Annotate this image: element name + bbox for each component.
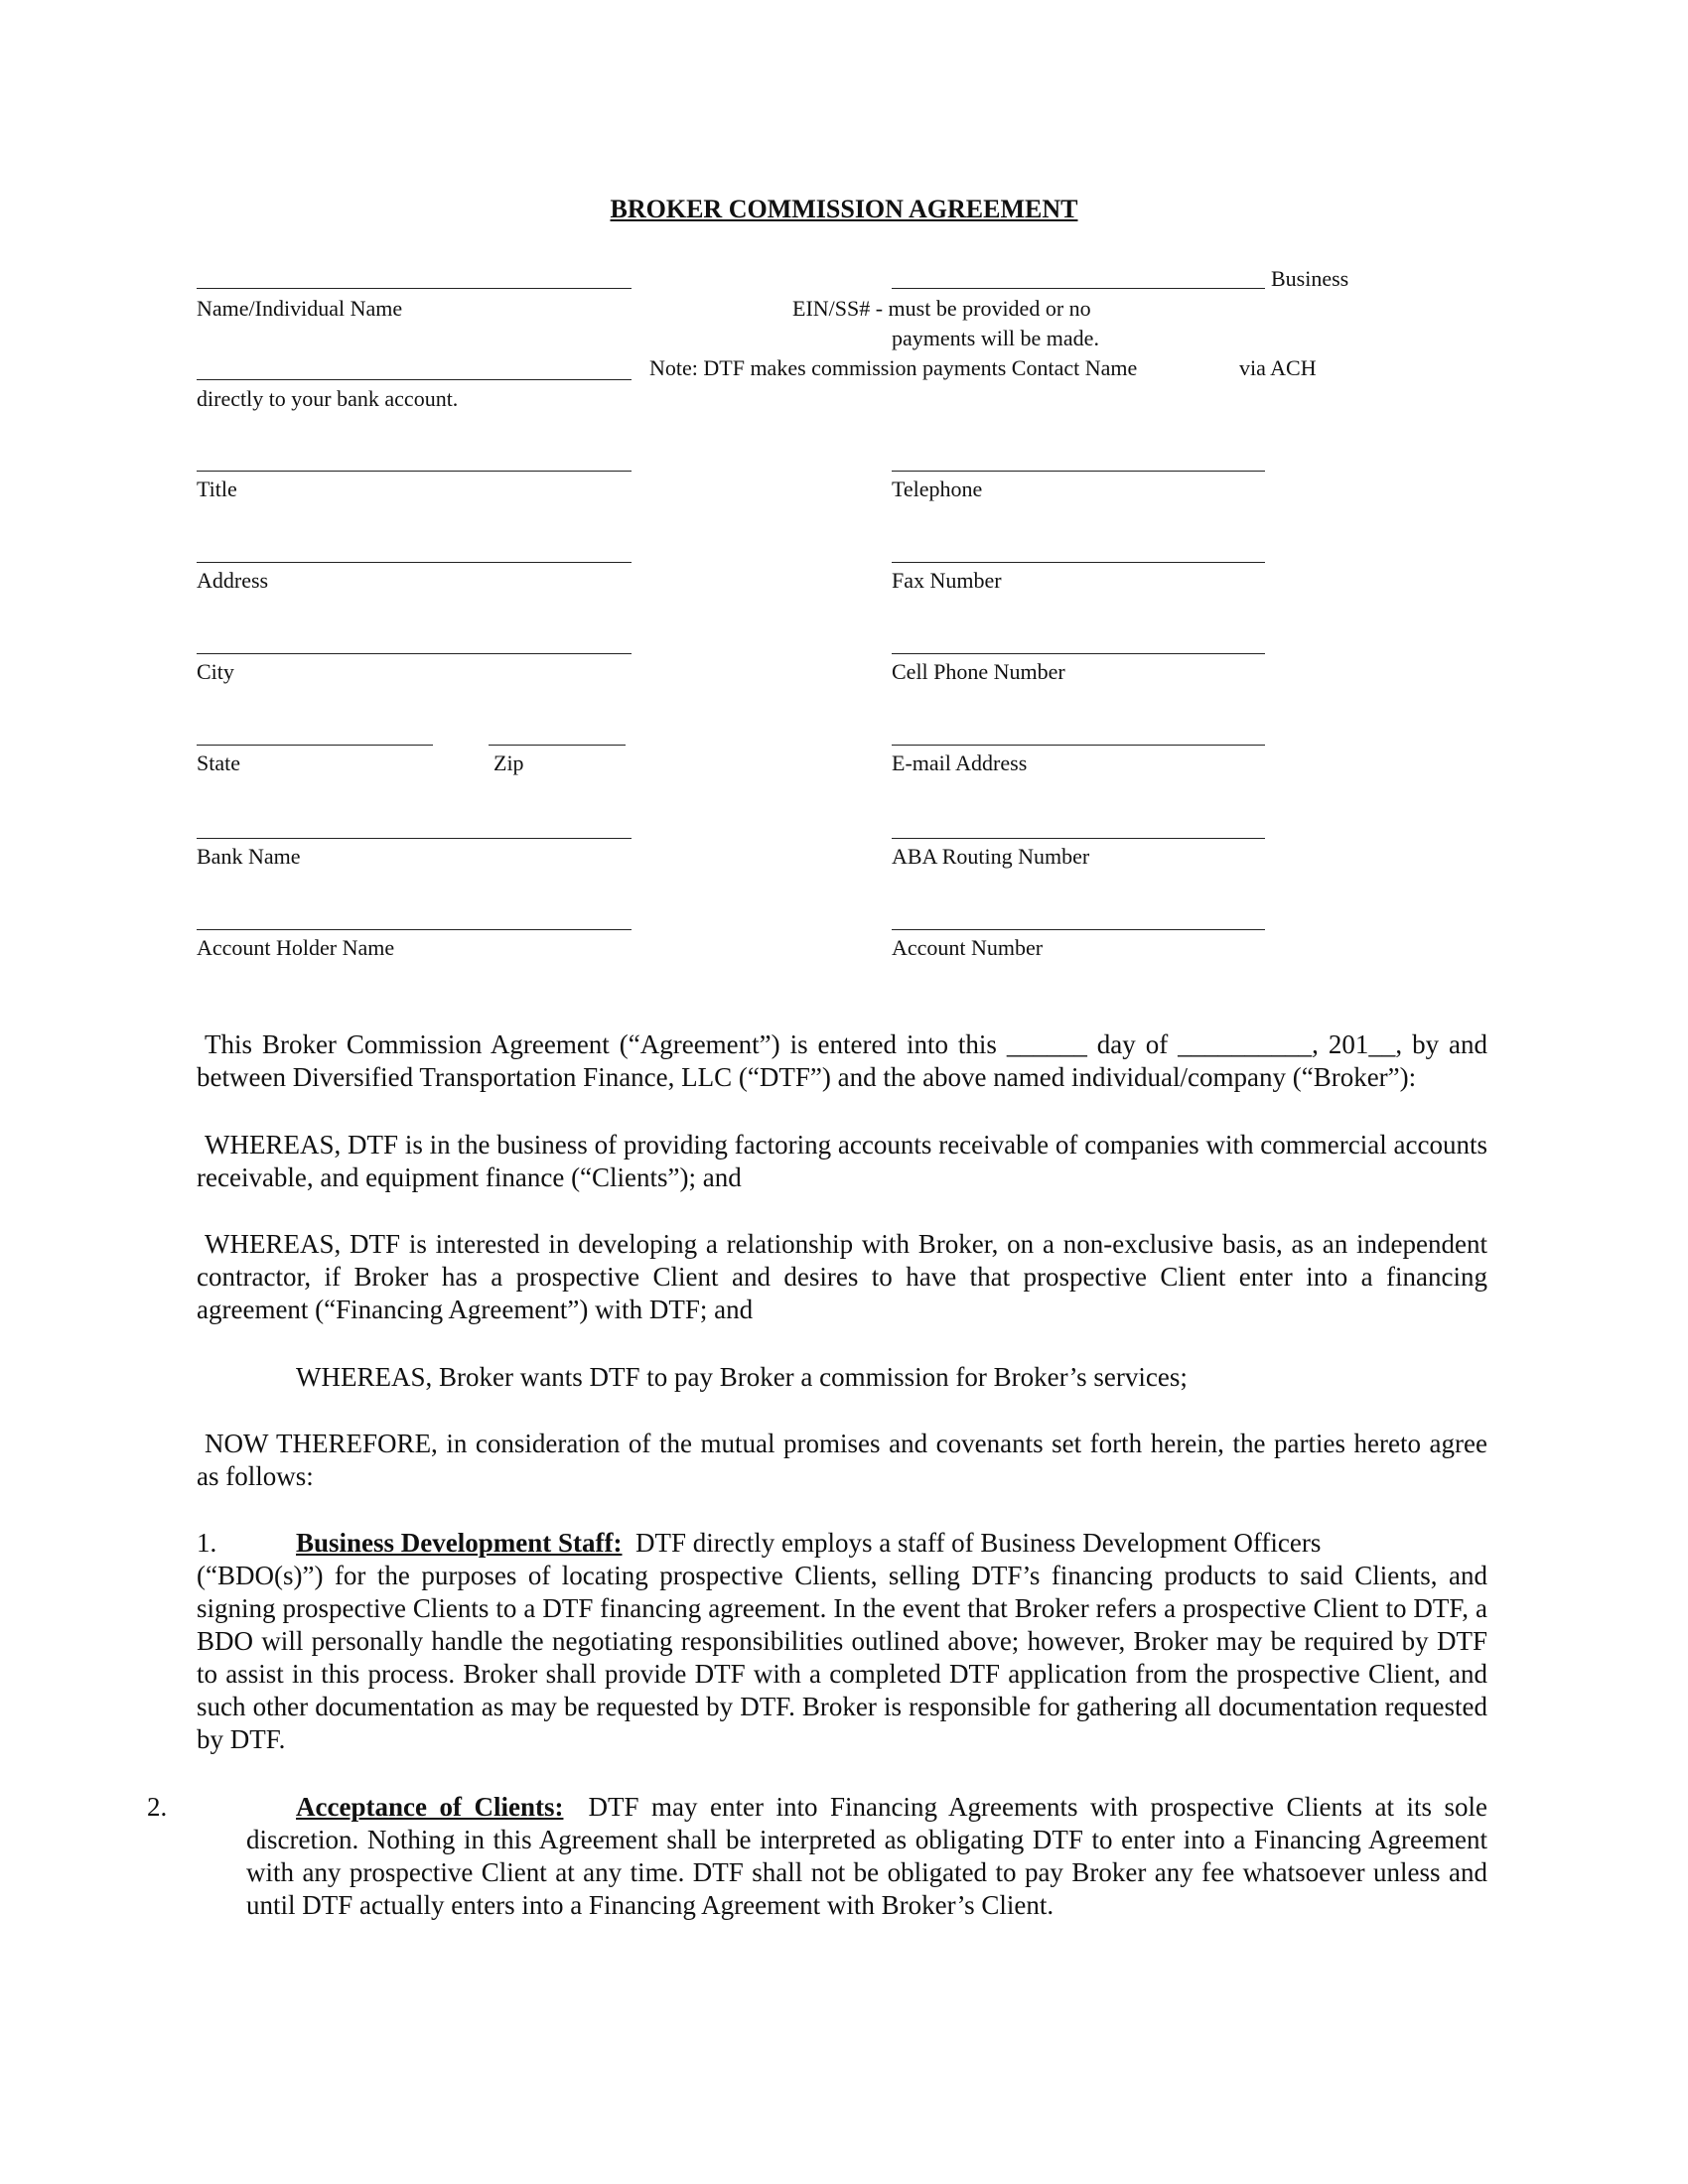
fax-field-line[interactable]	[892, 562, 1265, 563]
zip-field-line[interactable]	[489, 745, 626, 746]
cell-label: Cell Phone Number	[892, 659, 1065, 684]
aba-field-line[interactable]	[892, 838, 1265, 839]
now-therefore-text: NOW THEREFORE, in consideration of the mutual promises and covenants set forth herein, the parties hereto agree as follows:	[197, 1429, 1487, 1491]
state-label: State	[197, 751, 240, 775]
whereas-paragraph-1	[197, 1129, 1487, 1194]
section-2-heading: Acceptance of Clients:	[296, 1792, 564, 1822]
aba-label: ABA Routing Number	[892, 844, 1090, 869]
address-label: Address	[197, 568, 269, 593]
bank-name-field-line[interactable]	[197, 838, 632, 839]
account-holder-field-line[interactable]	[197, 929, 632, 930]
whereas-text-1: WHEREAS, DTF is in the business of providing factoring accounts receivable of companies with commercial accounts receivable, and equipment finance (“Clients”); and	[197, 1130, 1487, 1192]
whereas-text-2: WHEREAS, DTF is interested in developing a relationship with Broker, on a non-exclusive basis, as an independent contractor, if Broker has a prospective Client and desires to have that prospective Client enter into a financing agreement (“Financing Agreement”) with DTF; and	[197, 1229, 1487, 1324]
business-ein-field-line[interactable]	[892, 288, 1265, 289]
city-field-line[interactable]	[197, 653, 632, 654]
section-1-heading: Business Development Staff:	[296, 1528, 623, 1558]
state-field-line[interactable]	[197, 745, 433, 746]
section-2-number: 2.	[147, 1792, 168, 1822]
fax-label: Fax Number	[892, 568, 1002, 593]
whereas-paragraph-3	[197, 1361, 1487, 1394]
intro-text: This Broker Commission Agreement (“Agreement”) is entered into this ______ day of __________, 201__, by and between Diversified Transportation Finance, LLC (“DTF”) and the above named individual/company (“Broker”):	[197, 1029, 1487, 1092]
now-therefore-paragraph	[197, 1428, 1487, 1493]
title-field-line[interactable]	[197, 471, 632, 472]
section-1-text: (“BDO(s)”) for the purposes of locating prospective Clients, selling DTF’s financing products to said Clients, and signing prospective Clients to a DTF financing agreement. In the event that Broker refers a prospective Client to DTF, a BDO will personally handle the negotiating responsibilities outlined above; however, Broker may be required by DTF to assist in this process. Broker shall provide DTF with a completed DTF application from the prospective Client, and such other documentation as may be requested by DTF. Broker is responsible for gathering all documentation requested by DTF.	[197, 1561, 1487, 1754]
whereas-text-3: WHEREAS, Broker wants DTF to pay Broker a commission for Broker’s services;	[296, 1362, 1188, 1392]
email-field-line[interactable]	[892, 745, 1265, 746]
address-field-line[interactable]	[197, 562, 632, 563]
bank-name-label: Bank Name	[197, 844, 301, 869]
business-label: Business	[1271, 266, 1349, 291]
city-label: City	[197, 659, 234, 684]
cell-field-line[interactable]	[892, 653, 1265, 654]
section-1	[197, 1527, 1487, 1756]
name-label: Name/Individual Name	[197, 296, 403, 321]
bank-direct-note: directly to your bank account.	[197, 386, 459, 411]
payment-note: Note: DTF makes commission payments Contact Name	[649, 355, 1138, 380]
account-number-label: Account Number	[892, 935, 1044, 960]
document-title: BROKER COMMISSION AGREEMENT	[610, 195, 1078, 223]
email-label: E-mail Address	[892, 751, 1028, 775]
ein-note-line2: payments will be made.	[892, 326, 1099, 350]
via-ach-note: via ACH	[1239, 355, 1317, 380]
account-number-field-line[interactable]	[892, 929, 1265, 930]
whereas-paragraph-2	[197, 1228, 1487, 1326]
intro-paragraph	[197, 1028, 1487, 1094]
section-2-text: DTF may enter into Financing Agreements with prospective Clients at its sole discretion. Nothing in this Agreement shall be interpreted as obligating DTF to enter into a Financing Agreement with any prospective Client at any time. DTF shall not be obligated to pay Broker any fee whatsoever unless and until DTF actually enters into a Financing Agreement with Broker’s Client.	[246, 1792, 1487, 1920]
zip-label: Zip	[493, 751, 524, 775]
section-2	[147, 1791, 1487, 1922]
name-field-line[interactable]	[197, 288, 632, 289]
telephone-label: Telephone	[892, 477, 983, 501]
section-1-number: 1.	[197, 1528, 217, 1558]
title-label: Title	[197, 477, 237, 501]
ein-note-line1: EIN/SS# - must be provided or no	[792, 296, 1091, 321]
account-holder-label: Account Holder Name	[197, 935, 395, 960]
telephone-field-line[interactable]	[892, 471, 1265, 472]
section-1-first-line: DTF directly employs a staff of Business Development Officers	[635, 1528, 1322, 1558]
contact-name-field-line[interactable]	[197, 379, 632, 380]
